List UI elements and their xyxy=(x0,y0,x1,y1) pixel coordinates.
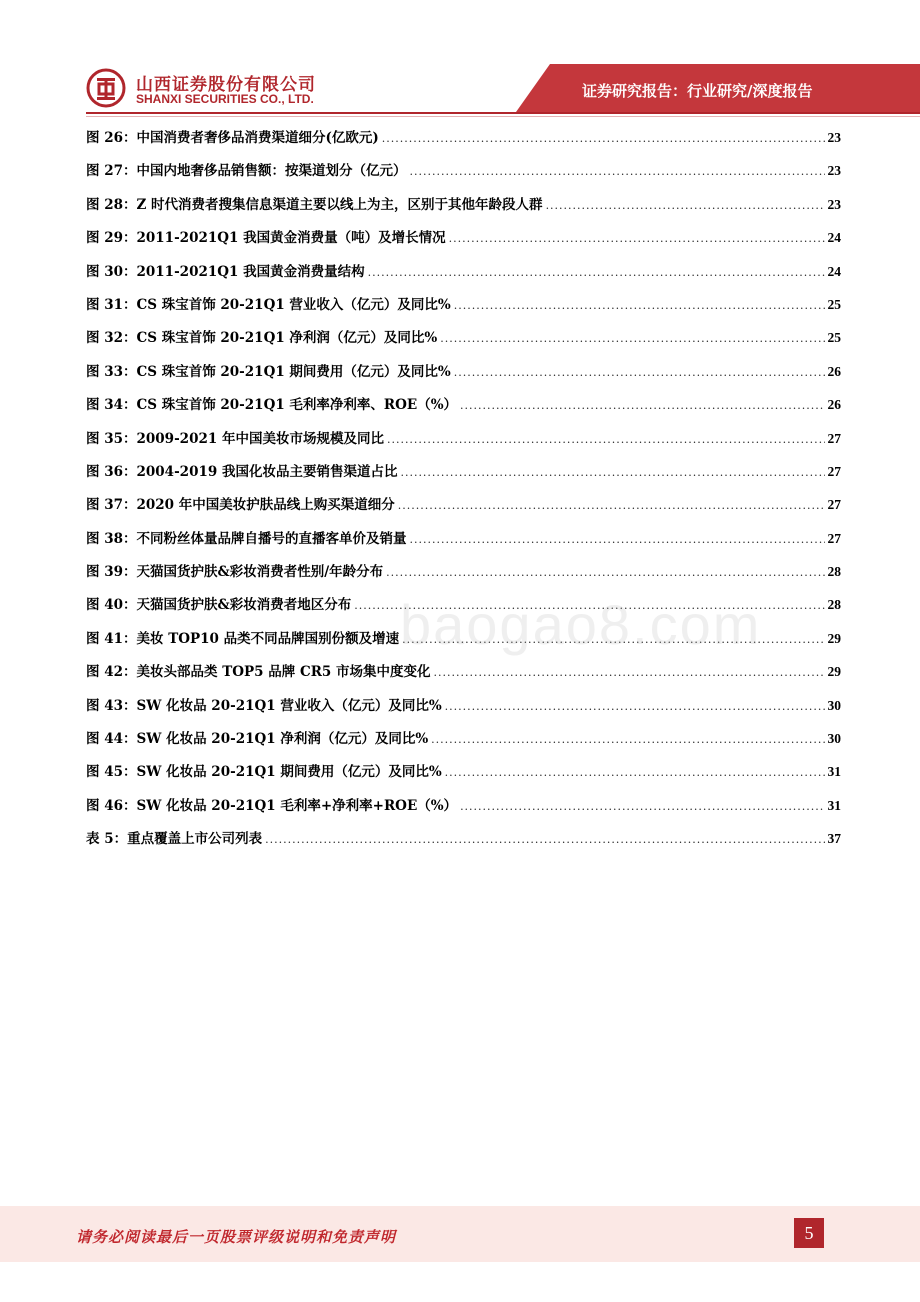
toc-entry-label: 图 42： xyxy=(86,664,137,681)
toc-leader-dots xyxy=(454,299,825,312)
toc-entry-page: 28 xyxy=(827,564,841,580)
toc-entry[interactable] xyxy=(86,159,841,192)
toc-entry-page: 23 xyxy=(827,130,841,145)
toc-entry-page: 29 xyxy=(827,664,841,680)
toc-entry-label: 图 44： xyxy=(86,731,137,748)
toc-entry-page: 27 xyxy=(827,497,841,513)
toc-entry[interactable] xyxy=(86,794,841,827)
toc-entry-label: 表 5： xyxy=(86,831,128,848)
toc-entry-page: 37 xyxy=(827,831,841,847)
toc-leader-dots xyxy=(445,766,825,779)
toc-leader-dots xyxy=(368,266,825,279)
toc-entry-page: 28 xyxy=(827,597,841,613)
toc-leader-dots xyxy=(431,733,824,746)
toc-entry-title: 2020 年中国美妆护肤品线上购买渠道细分 xyxy=(136,497,395,514)
toc-entry[interactable] xyxy=(86,527,841,560)
toc-leader-dots xyxy=(386,566,824,579)
toc-entry-title: Z 时代消费者搜集信息渠道主要以线上为主，区别于其他年龄段人群 xyxy=(136,196,543,213)
company-name-cn: 山西证券股份有限公司 xyxy=(136,75,316,95)
toc-entry-page: 30 xyxy=(827,731,841,747)
toc-entry-title: SW 化妆品 20-21Q1 净利润（亿元）及同比% xyxy=(136,731,429,748)
page-header xyxy=(0,0,920,122)
toc-entry-label: 图 28： xyxy=(86,196,137,213)
toc-entry-page: 26 xyxy=(827,363,841,379)
toc-entry-title: CS 珠宝首饰 20-21Q1 期间费用（亿元）及同比% xyxy=(136,363,451,380)
toc-entry-page: 29 xyxy=(827,630,841,646)
toc-entry-label: 图 40： xyxy=(86,597,137,614)
toc-entry-label: 图 46： xyxy=(86,797,137,814)
toc-entry-label: 图 30： xyxy=(86,263,137,280)
toc-entry-label: 图 29： xyxy=(86,230,137,247)
toc-entry-label: 图 37： xyxy=(86,497,137,514)
toc-entry-page: 25 xyxy=(827,330,841,346)
toc-entry-page: 24 xyxy=(827,263,841,279)
toc-leader-dots xyxy=(382,132,825,145)
toc-entry-page: 24 xyxy=(827,230,841,246)
toc-entry-title: 天猫国货护肤&彩妆消费者性别/年龄分布 xyxy=(136,564,384,581)
toc-entry-title: CS 珠宝首饰 20-21Q1 毛利率净利率、ROE（%） xyxy=(136,397,458,414)
toc-entry-title: 2011-2021Q1 我国黄金消费量结构 xyxy=(136,263,365,280)
toc-entry-label: 图 36： xyxy=(86,463,137,480)
toc-entry-page: 27 xyxy=(827,430,841,446)
toc-entry[interactable] xyxy=(86,660,841,693)
toc-entry-title: 美妆 TOP10 品类不同品牌国别份额及增速 xyxy=(136,630,400,647)
toc-entry[interactable] xyxy=(86,827,841,860)
toc-entry[interactable] xyxy=(86,126,841,159)
toc-entry[interactable] xyxy=(86,760,841,793)
toc-leader-dots xyxy=(398,499,825,512)
toc-entry-label: 图 45： xyxy=(86,764,137,781)
toc-entry-title: 天猫国货护肤&彩妆消费者地区分布 xyxy=(136,597,352,614)
toc-entry-label: 图 33： xyxy=(86,363,137,380)
toc-entry-title: 重点覆盖上市公司列表 xyxy=(127,831,263,848)
toc-entry[interactable] xyxy=(86,393,841,426)
toc-leader-dots xyxy=(460,800,824,813)
toc-entry-title: 中国消费者奢侈品消费渠道细分(亿欧元) xyxy=(136,130,379,146)
toc-entry-label: 图 27： xyxy=(86,163,137,180)
toc-entry-label: 图 43： xyxy=(86,697,137,714)
toc-entry-title: SW 化妆品 20-21Q1 营业收入（亿元）及同比% xyxy=(136,697,442,714)
company-logo-icon xyxy=(86,68,126,108)
header-divider-thin xyxy=(86,116,920,117)
toc-entry-title: SW 化妆品 20-21Q1 毛利率+净利率+ROE（%） xyxy=(136,797,458,814)
toc-entry[interactable] xyxy=(86,360,841,393)
toc-leader-dots xyxy=(387,433,825,446)
company-name-en: SHANXI SECURITIES CO., LTD. xyxy=(136,92,314,106)
toc-entry-page: 27 xyxy=(827,530,841,546)
toc-entry-title: 中国内地奢侈品销售额：按渠道划分（亿元） xyxy=(136,163,407,180)
toc-entry[interactable] xyxy=(86,260,841,293)
report-type: 证券研究报告：行业研究/深度报告 xyxy=(582,82,813,100)
toc-entry-title: 2004-2019 我国化妆品主要销售渠道占比 xyxy=(136,463,398,480)
toc-entry[interactable] xyxy=(86,293,841,326)
toc-entry-page: 27 xyxy=(827,463,841,479)
toc-leader-dots xyxy=(400,466,824,479)
toc-leader-dots xyxy=(410,165,825,178)
toc-entry-title: 2009-2021 年中国美妆市场规模及同比 xyxy=(136,430,384,447)
toc-leader-dots xyxy=(460,399,824,412)
toc-entry[interactable] xyxy=(86,226,841,259)
toc-entry-label: 图 39： xyxy=(86,564,137,581)
toc-leader-dots xyxy=(434,666,825,679)
toc-leader-dots xyxy=(454,366,825,379)
toc-leader-dots xyxy=(449,232,825,245)
toc-entry-title: CS 珠宝首饰 20-21Q1 营业收入（亿元）及同比% xyxy=(136,296,451,313)
toc-entry-page: 26 xyxy=(827,397,841,413)
toc-entry[interactable] xyxy=(86,193,841,226)
toc-entry-label: 图 32： xyxy=(86,330,137,347)
toc-entry[interactable] xyxy=(86,727,841,760)
toc-entry-label: 图 41： xyxy=(86,630,137,647)
toc-entry-label: 图 26： xyxy=(86,130,137,146)
toc-leader-dots xyxy=(546,199,825,212)
toc-entry-label: 图 35： xyxy=(86,430,137,447)
toc-entry[interactable] xyxy=(86,694,841,727)
watermark: baogao8.com xyxy=(400,593,762,656)
footer-disclaimer: 请务必阅读最后一页股票评级说明和免责声明 xyxy=(76,1228,397,1246)
toc-entry-title: 美妆头部品类 TOP5 品牌 CR5 市场集中度变化 xyxy=(136,664,431,681)
toc-entry-page: 23 xyxy=(827,163,841,179)
toc-entry[interactable] xyxy=(86,560,841,593)
toc-entry-page: 23 xyxy=(827,196,841,212)
toc-entry-title: SW 化妆品 20-21Q1 期间费用（亿元）及同比% xyxy=(136,764,442,781)
page-number: 5 xyxy=(794,1218,824,1248)
toc-entry-label: 图 34： xyxy=(86,397,137,414)
toc-entry-page: 30 xyxy=(827,697,841,713)
toc-leader-dots xyxy=(410,533,825,546)
toc-entry-title: CS 珠宝首饰 20-21Q1 净利润（亿元）及同比% xyxy=(136,330,438,347)
toc-entry-page: 31 xyxy=(827,797,841,813)
toc-entry[interactable] xyxy=(86,460,841,493)
toc-entry[interactable] xyxy=(86,326,841,359)
toc-leader-dots xyxy=(440,332,824,345)
toc-leader-dots xyxy=(445,700,825,713)
toc-entry-page: 25 xyxy=(827,296,841,312)
toc-entry-title: 不同粉丝体量品牌自播号的直播客单价及销量 xyxy=(136,530,407,547)
toc-leader-dots xyxy=(265,833,824,846)
toc-entry-label: 图 38： xyxy=(86,530,137,547)
toc-entry[interactable] xyxy=(86,427,841,460)
header-divider xyxy=(86,112,920,114)
toc-entry-title: 2011-2021Q1 我国黄金消费量（吨）及增长情况 xyxy=(136,230,446,247)
toc-entry-page: 31 xyxy=(827,764,841,780)
figure-list xyxy=(86,126,841,861)
toc-entry[interactable] xyxy=(86,493,841,526)
toc-entry-label: 图 31： xyxy=(86,296,137,313)
